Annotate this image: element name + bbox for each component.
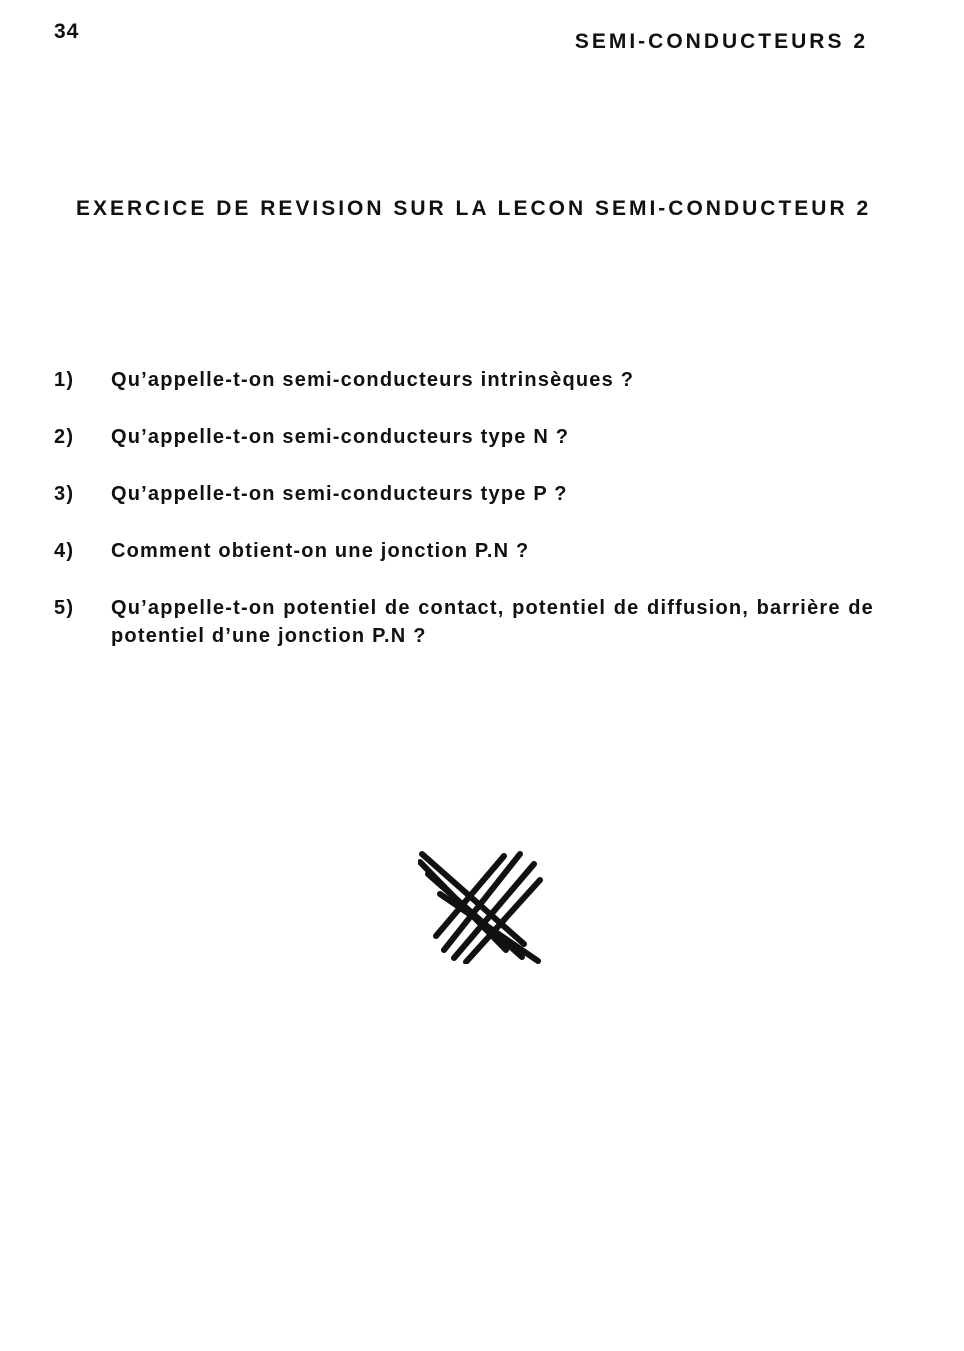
question-text: Qu’appelle-t-on semi-conducteurs type N ? bbox=[111, 426, 570, 448]
question-text: Comment obtient-on une jonction P.N ? bbox=[111, 540, 530, 562]
crosshatch-ornament-icon bbox=[418, 850, 544, 964]
question-item bbox=[54, 594, 874, 650]
page-title: EXERCICE DE REVISION SUR LA LECON SEMI-CONDUCTEUR 2 bbox=[76, 197, 872, 220]
question-text: Qu’appelle-t-on potentiel de contact, potentiel de diffusion, barrière de potentiel d’une jonction P.N ? bbox=[111, 597, 874, 647]
question-item bbox=[54, 480, 874, 508]
question-text: Qu’appelle-t-on semi-conducteurs intrinsèques ? bbox=[111, 369, 635, 391]
question-text: Qu’appelle-t-on semi-conducteurs type P ? bbox=[111, 483, 568, 505]
page-number: 34 bbox=[54, 20, 80, 43]
question-number: 3) bbox=[54, 483, 75, 505]
question-number: 5) bbox=[54, 597, 75, 619]
question-number: 1) bbox=[54, 369, 75, 391]
question-list bbox=[54, 366, 874, 679]
question-item bbox=[54, 537, 874, 565]
question-number: 2) bbox=[54, 426, 75, 448]
question-item bbox=[54, 423, 874, 451]
question-item bbox=[54, 366, 874, 394]
running-header: SEMI-CONDUCTEURS 2 bbox=[574, 30, 868, 53]
question-number: 4) bbox=[54, 540, 75, 562]
